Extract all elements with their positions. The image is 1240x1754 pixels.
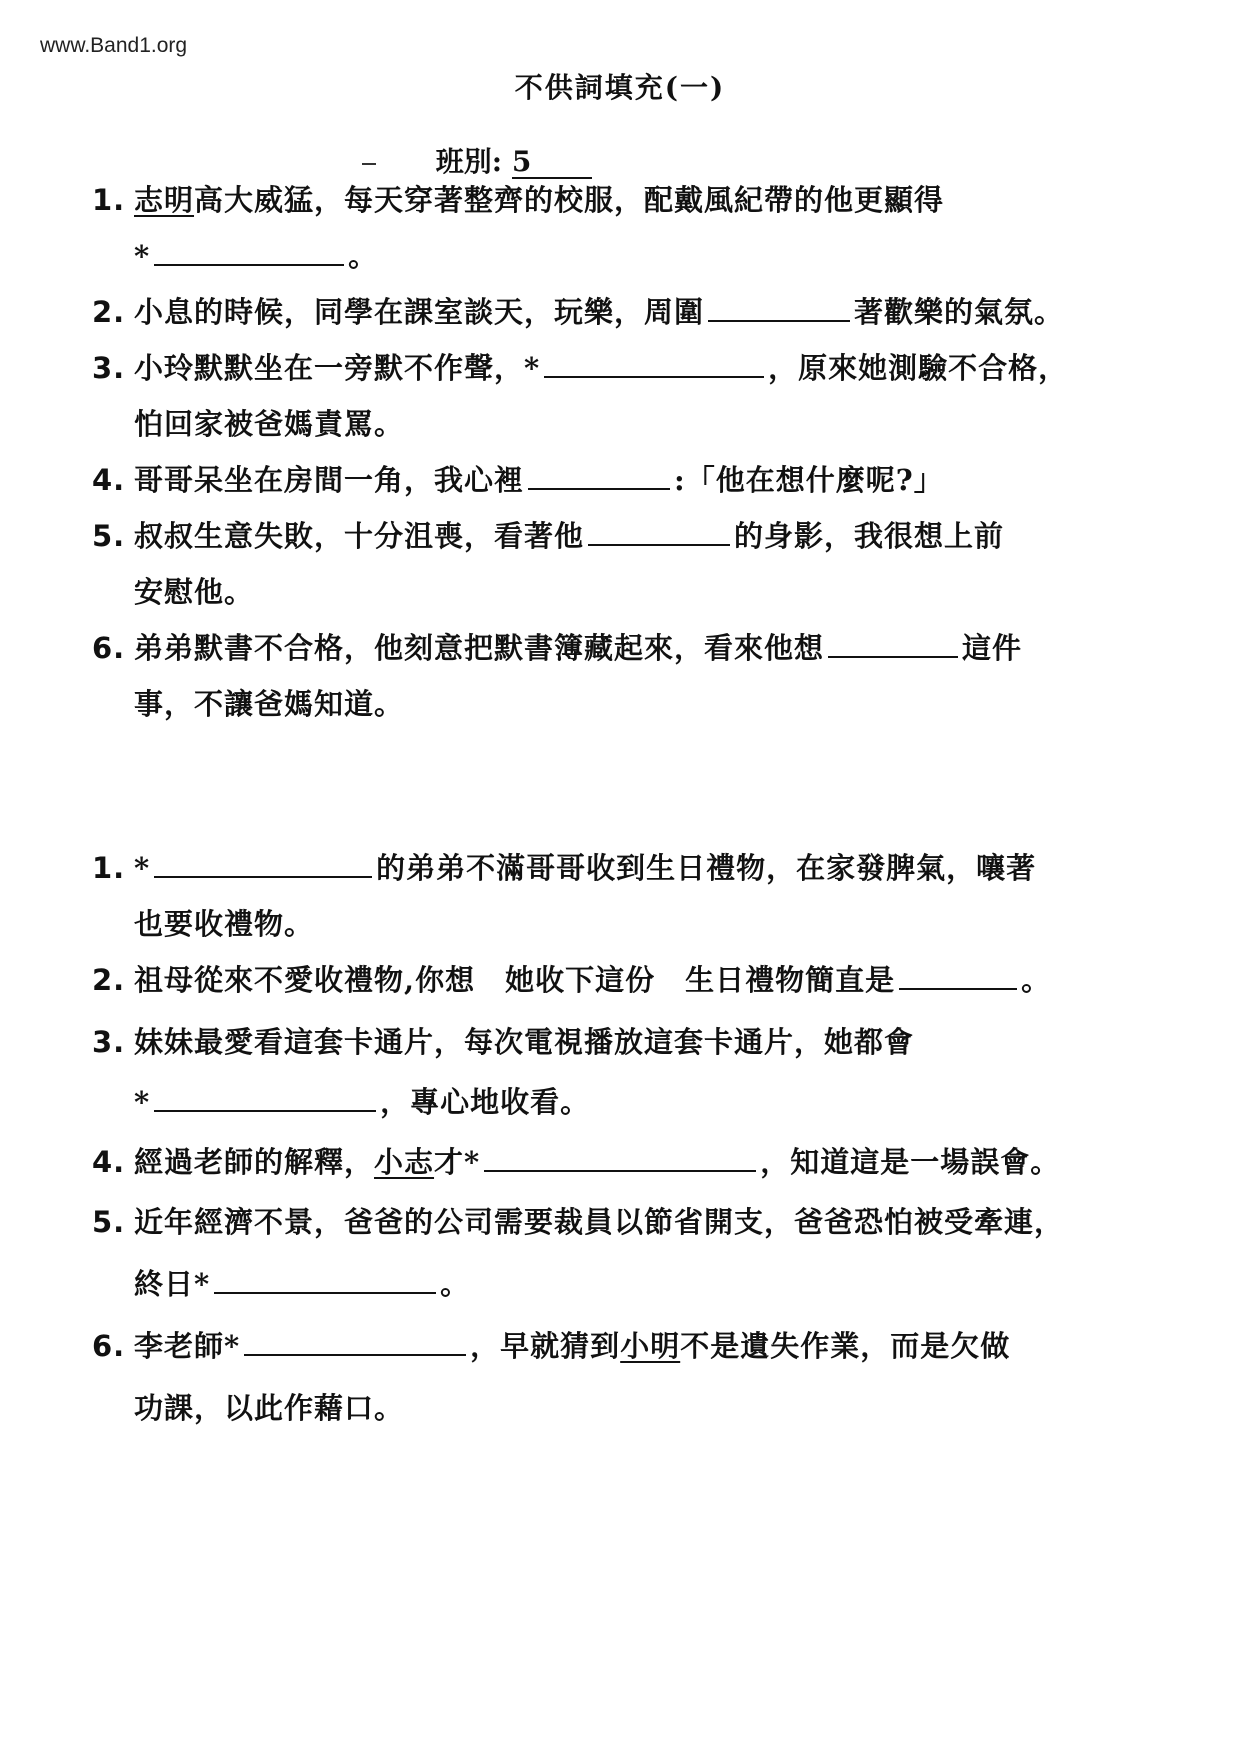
part2-q2-line1: [92, 958, 1051, 999]
question-text: 李老師*: [134, 1329, 241, 1363]
question-text: 經過老師的解釋，: [134, 1145, 375, 1179]
question-number: 1.: [92, 183, 126, 217]
part1-q5-line1: [92, 514, 1004, 555]
part2-q5-line2: [134, 1262, 470, 1303]
question-text: 終日*: [134, 1267, 211, 1301]
part2-q3-line1: [92, 1020, 914, 1061]
question-text: 弟弟默書不合格，他刻意把默書簿藏起來，看來他想: [134, 631, 825, 665]
part1-q6-line1: [92, 626, 1022, 667]
question-text: 小息的時候，同學在課室談天，玩樂，周圍: [134, 295, 705, 329]
person-name: 志明: [134, 183, 195, 217]
class-line: [362, 140, 592, 180]
question-number: 6.: [92, 631, 126, 665]
answer-blank[interactable]: [588, 516, 730, 546]
answer-blank[interactable]: [244, 1326, 466, 1356]
question-text: 的身影，我很想上前: [734, 519, 1005, 553]
part1-q1-line1: [92, 178, 944, 219]
person-name: 小明: [620, 1329, 681, 1363]
question-text: 功課，以此作藉口。: [134, 1391, 405, 1425]
question-text: 高大威猛，每天穿著整齊的校服，配戴風紀帶的他更顯得: [194, 183, 945, 217]
worksheet-title: 不供詞填充(一): [514, 71, 726, 104]
part2-q1-line1: [92, 846, 1036, 887]
part1-q2-line1: [92, 290, 1064, 331]
part2-q4-line1: [92, 1140, 1060, 1181]
question-text: 小玲默默坐在一旁默不作聲，*: [134, 351, 541, 385]
blank-star: *: [134, 1085, 151, 1119]
question-text: ，早就猜到: [470, 1329, 621, 1363]
part1-q3-line1: [92, 346, 1068, 387]
site-url[interactable]: www.Band1.org: [40, 34, 188, 57]
question-number: 1.: [92, 851, 126, 885]
part1-q6-line2: [134, 682, 404, 723]
question-text: :「他在想什麼呢?」: [674, 463, 944, 497]
question-number: 6.: [92, 1329, 126, 1363]
part1-q3-line2: [134, 402, 404, 443]
question-number: 4.: [92, 463, 126, 497]
question-text: 才*: [434, 1145, 481, 1179]
question-text: 。: [348, 239, 379, 273]
question-text: 叔叔生意失敗，十分沮喪，看著他: [134, 519, 585, 553]
part2-q5-line1: [92, 1200, 1064, 1241]
person-name: 小志: [374, 1145, 435, 1179]
question-text: 哥哥呆坐在房間一角，我心裡: [134, 463, 525, 497]
question-text: 祖母從來不愛收禮物,你想 她收下這份 生日禮物簡直是: [134, 963, 896, 997]
class-value: 5: [512, 147, 592, 179]
part1-q5-line2: [134, 570, 254, 611]
answer-blank[interactable]: [484, 1142, 756, 1172]
question-text: ，專心地收看。: [380, 1085, 591, 1119]
question-number: 4.: [92, 1145, 126, 1179]
question-text: ，原來她測驗不合格，: [768, 351, 1069, 385]
answer-blank[interactable]: [828, 628, 958, 658]
question-text: 也要收禮物。: [134, 907, 315, 941]
question-number: 2.: [92, 295, 126, 329]
class-label: 班別:: [435, 145, 503, 178]
answer-blank[interactable]: [154, 1082, 376, 1112]
answer-blank[interactable]: [214, 1264, 436, 1294]
answer-blank[interactable]: [528, 460, 670, 490]
question-text: 安慰他。: [134, 575, 255, 609]
question-number: 2.: [92, 963, 126, 997]
question-text: 著歡樂的氣氛。: [854, 295, 1065, 329]
question-text: 。: [1021, 963, 1052, 997]
part2-q1-line2: [134, 902, 314, 943]
question-text: 事，不讓爸媽知道。: [134, 687, 405, 721]
question-text: 妹妹最愛看這套卡通片，每次電視播放這套卡通片，她都會: [134, 1025, 915, 1059]
part2-q3-line2: [134, 1080, 590, 1121]
answer-blank[interactable]: [708, 292, 850, 322]
question-text: 怕回家被爸媽責罵。: [134, 407, 405, 441]
question-number: 5.: [92, 519, 126, 553]
question-text: 這件: [962, 631, 1023, 665]
name-blank: [362, 163, 376, 165]
question-number: 3.: [92, 351, 126, 385]
answer-blank[interactable]: [899, 960, 1017, 990]
answer-blank[interactable]: [544, 348, 764, 378]
question-number: 3.: [92, 1025, 126, 1059]
question-text: 近年經濟不景，爸爸的公司需要裁員以節省開支，爸爸恐怕被受牽連，: [134, 1205, 1065, 1239]
part1-q4-line1: [92, 458, 944, 499]
question-text: 。: [440, 1267, 471, 1301]
answer-blank[interactable]: [154, 236, 344, 266]
blank-star: *: [134, 851, 151, 885]
question-number: 5.: [92, 1205, 126, 1239]
question-text: 不是遺失作業，而是欠做: [680, 1329, 1011, 1363]
part2-q6-line1: [92, 1324, 1010, 1365]
answer-blank[interactable]: [154, 848, 372, 878]
part1-q1-line2: [134, 234, 378, 275]
part2-q6-line2: [134, 1386, 404, 1427]
blank-star: *: [134, 239, 151, 273]
question-text: ，知道這是一場誤會。: [760, 1145, 1061, 1179]
question-text: 的弟弟不滿哥哥收到生日禮物，在家發脾氣，嚷著: [376, 851, 1037, 885]
